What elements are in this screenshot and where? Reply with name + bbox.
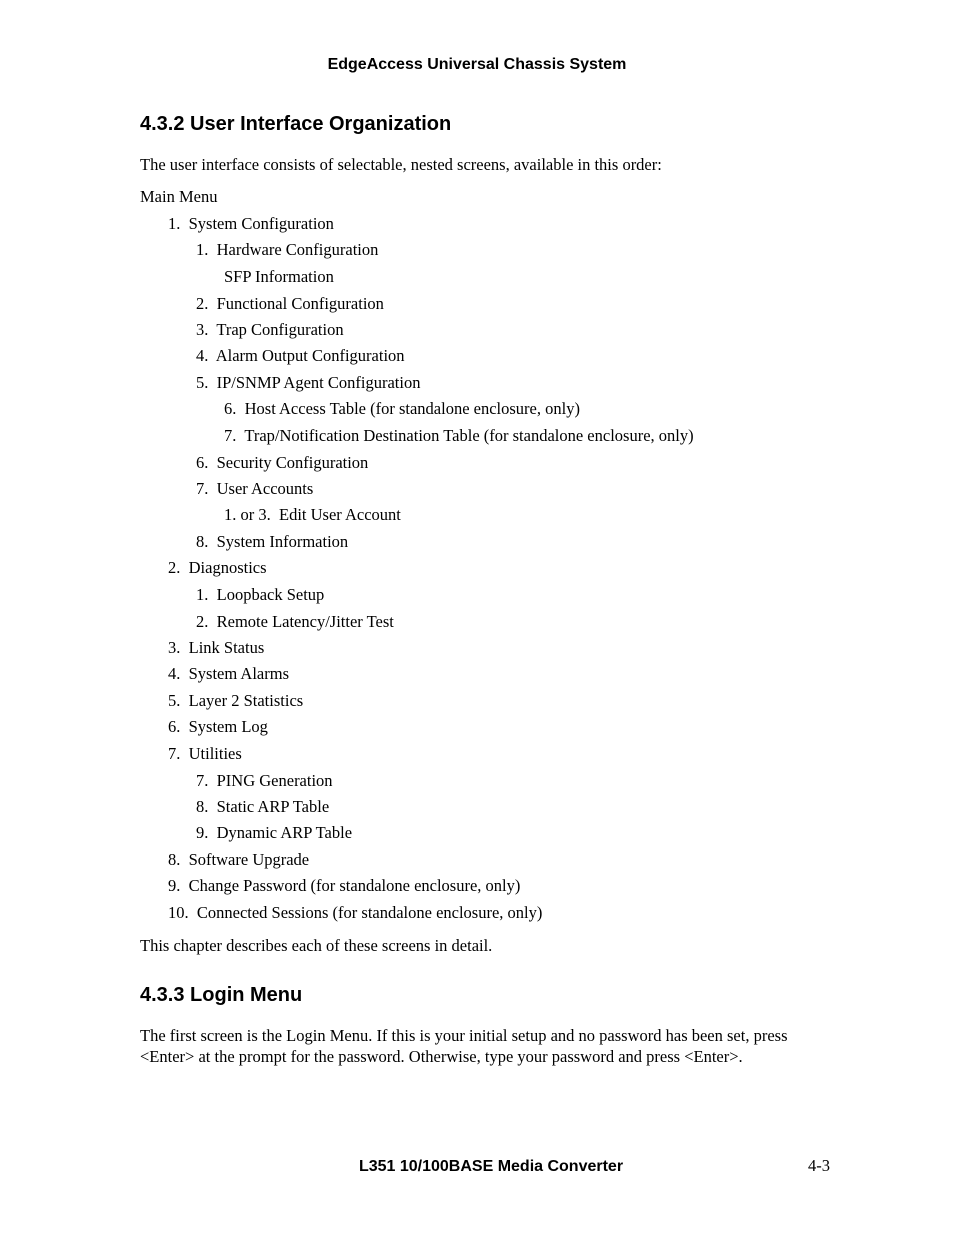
list-item: 2. Remote Latency/Jitter Test bbox=[196, 612, 394, 631]
section-heading-4-3-2: 4.3.2 User Interface Organization bbox=[140, 113, 452, 135]
menu-root-label: Main Menu bbox=[140, 187, 218, 206]
list-item: 9. Dynamic ARP Table bbox=[196, 823, 353, 842]
list-item: 4. System Alarms bbox=[168, 664, 290, 683]
list-item: 7. Trap/Notification Destination Table (for standalone enclosure, only) bbox=[224, 426, 694, 445]
list-item: 5. Layer 2 Statistics bbox=[168, 691, 304, 710]
list-item: 9. Change Password (for standalone enclosure, only) bbox=[168, 876, 521, 895]
login-paragraph-line-1: The first screen is the Login Menu. If this is your initial setup and no password has been set, press bbox=[140, 1026, 788, 1045]
list-item: SFP Information bbox=[224, 267, 334, 286]
list-item: 1. Loopback Setup bbox=[196, 585, 325, 604]
list-item: 8. System Information bbox=[196, 532, 349, 551]
closing-paragraph: This chapter describes each of these screens in detail. bbox=[140, 936, 493, 955]
running-footer: L351 10/100BASE Media Converter bbox=[358, 1158, 624, 1175]
list-item: 6. System Log bbox=[168, 717, 268, 736]
list-item: 7. User Accounts bbox=[196, 479, 314, 498]
intro-paragraph: The user interface consists of selectable, nested screens, available in this order: bbox=[140, 155, 662, 174]
section-heading-4-3-3: 4.3.3 Login Menu bbox=[140, 984, 303, 1006]
list-item: 10. Connected Sessions (for standalone enclosure, only) bbox=[168, 903, 543, 922]
list-item: 4. Alarm Output Configuration bbox=[196, 346, 405, 365]
list-item: 3. Trap Configuration bbox=[196, 320, 344, 339]
page-number: 4-3 bbox=[808, 1156, 830, 1175]
list-item: 6. Security Configuration bbox=[196, 453, 369, 472]
list-item: 1. System Configuration bbox=[168, 214, 334, 233]
list-item: 5. IP/SNMP Agent Configuration bbox=[196, 373, 421, 392]
list-item: 8. Static ARP Table bbox=[196, 797, 330, 816]
list-item: 6. Host Access Table (for standalone enclosure, only) bbox=[224, 399, 580, 418]
running-header: EdgeAccess Universal Chassis System bbox=[327, 56, 627, 73]
login-paragraph-line-2: <Enter> at the prompt for the password. Otherwise, type your password and press <Enter>. bbox=[140, 1047, 743, 1066]
list-item: 2. Functional Configuration bbox=[196, 294, 384, 313]
list-item: 1. Hardware Configuration bbox=[196, 240, 379, 259]
list-item: 7. Utilities bbox=[168, 744, 242, 763]
list-item: 7. PING Generation bbox=[196, 771, 333, 790]
list-item: 8. Software Upgrade bbox=[168, 850, 310, 869]
list-item: 3. Link Status bbox=[168, 638, 265, 657]
list-item: 1. or 3. Edit User Account bbox=[224, 505, 401, 524]
list-item: 2. Diagnostics bbox=[168, 558, 267, 577]
